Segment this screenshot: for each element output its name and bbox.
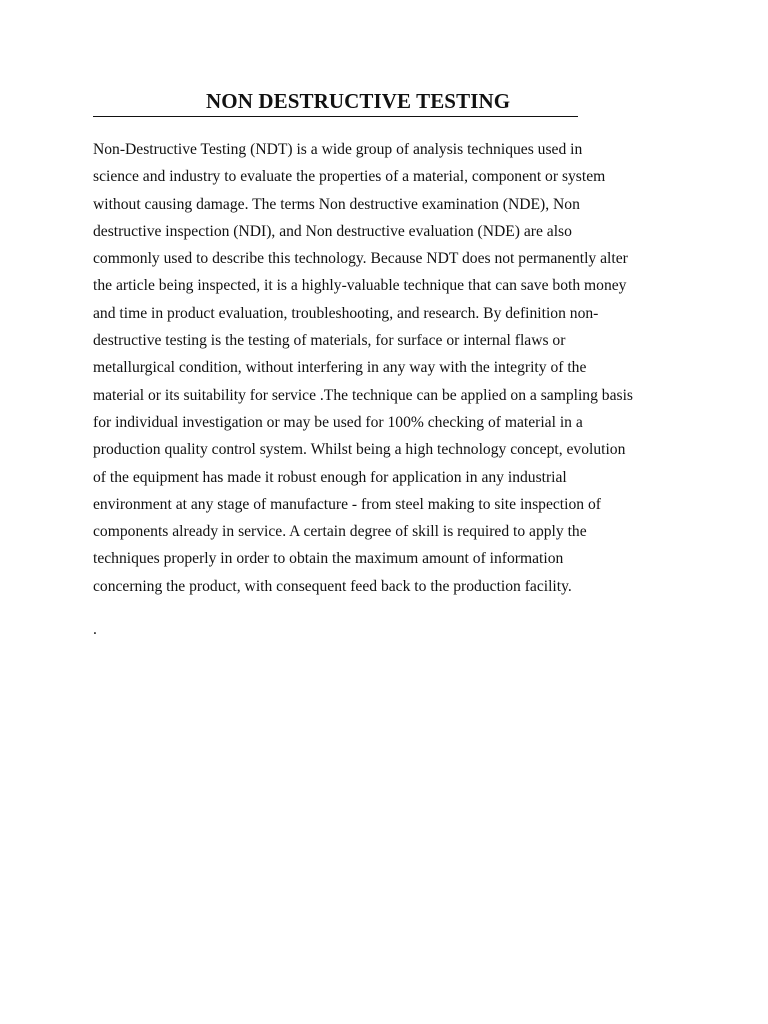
page-title: NON DESTRUCTIVE TESTING — [206, 89, 511, 113]
paragraph-line: concerning the product, with consequent feed back to the production facility. — [93, 577, 572, 595]
body-paragraph — [93, 136, 683, 600]
paragraph-line: Non-Destructive Testing (NDT) is a wide group of analysis techniques used in — [93, 141, 583, 158]
paragraph-line: techniques properly in order to obtain the maximum amount of information — [93, 550, 564, 568]
title-underline — [93, 86, 578, 117]
paragraph-line: for individual investigation or may be used for 100% checking of material in a — [93, 413, 583, 431]
paragraph-line: components already in service. A certain degree of skill is required to apply the — [93, 523, 587, 541]
paragraph-line: destructive testing is the testing of materials, for surface or internal flaws or — [93, 332, 566, 350]
paragraph-line: production quality control system. Whilst being a high technology concept, evolution — [93, 441, 626, 459]
paragraph-line: material or its suitability for service .The technique can be applied on a sampling basis — [93, 386, 633, 404]
paragraph-line: the article being inspected, it is a highly-valuable technique that can save both money — [93, 277, 627, 295]
paragraph-line: metallurgical condition, without interfering in any way with the integrity of the — [93, 359, 587, 377]
paragraph-line: environment at any stage of manufacture - from steel making to site inspection of — [93, 495, 601, 513]
paragraph-line: science and industry to evaluate the properties of a material, component or system — [93, 168, 606, 186]
paragraph-line: of the equipment has made it robust enough for application in any industrial — [93, 468, 567, 486]
paragraph-line: without causing damage. The terms Non destructive examination (NDE), Non — [93, 195, 580, 213]
trailing-period: . — [93, 621, 97, 638]
paragraph-line: commonly used to describe this technology. Because NDT does not permanently alter — [93, 250, 628, 268]
paragraph-line: destructive inspection (NDI), and Non destructive evaluation (NDE) are also — [93, 222, 572, 240]
paragraph-line: and time in product evaluation, troubleshooting, and research. By definition non- — [93, 304, 599, 322]
